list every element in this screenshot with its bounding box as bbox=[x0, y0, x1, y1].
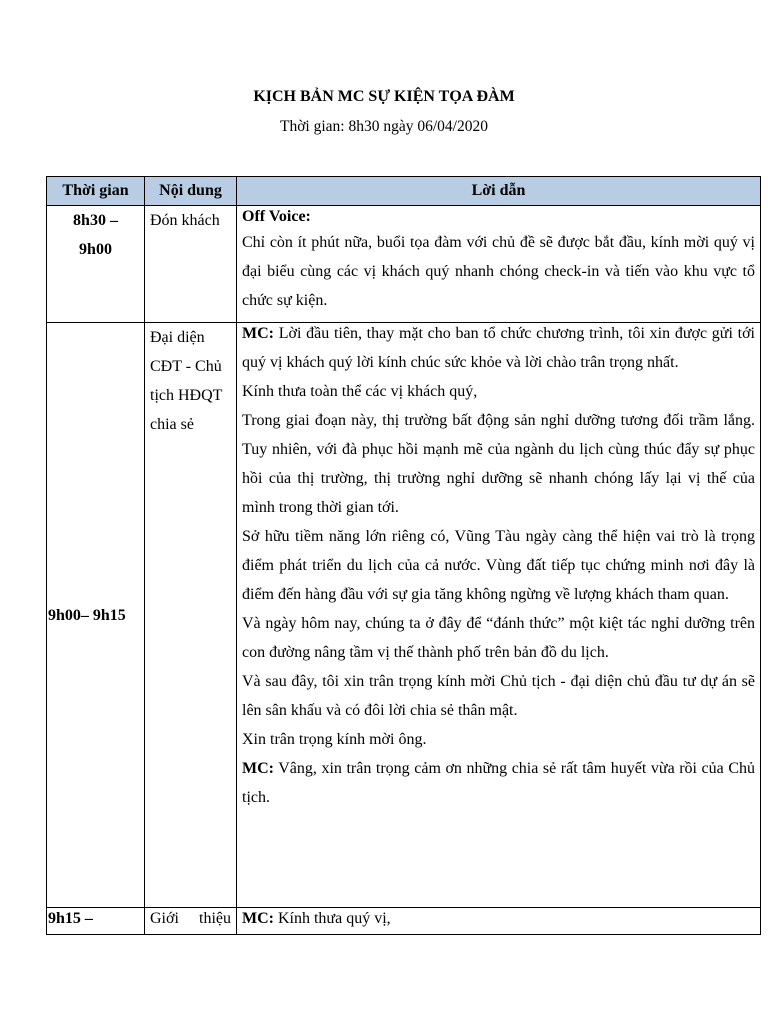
speech-text: Lời đầu tiên, thay mặt cho ban tổ chức chương trình, tôi xin được gửi tới quý vị khách quý lời kính chúc sức khỏe và lời chào trân trọng nhất. bbox=[242, 325, 755, 371]
mc-script-table bbox=[46, 176, 761, 935]
speech-paragraph: Và ngày hôm nay, chúng ta ở đây để “đánh thức” một kiệt tác nghỉ dưỡng trên con đường nâng tầm vị thế thành phố trên bản đồ du lịch. bbox=[242, 615, 755, 661]
speech-paragraph: Chỉ còn ít phút nữa, buổi tọa đàm với chủ đề sẽ được bắt đầu, kính mời quý vị đại biểu cùng các vị khách quý nhanh chóng check-in và tiến vào khu vực tổ chức sự kiện. bbox=[242, 234, 755, 309]
speech-paragraph: Và sau đây, tôi xin trân trọng kính mời Chủ tịch - đại diện chủ đầu tư dự án sẽ lên sân khấu và có đôi lời chia sẻ thân mật. bbox=[242, 673, 755, 719]
row-time: 9h15 – bbox=[47, 908, 145, 935]
row-content: Đại diện CĐT - Chủ tịch HĐQT chia sẻ bbox=[145, 323, 237, 908]
speech-label: MC: bbox=[242, 910, 274, 927]
speech-label: Off Voice: bbox=[242, 208, 311, 225]
row-speech bbox=[237, 323, 761, 908]
speech-paragraph bbox=[242, 754, 755, 812]
speech-paragraph: Kính thưa toàn thể các vị khách quý, bbox=[242, 383, 478, 400]
speech-text: Kính thưa quý vị, bbox=[273, 910, 391, 927]
speech-paragraph: Trong giai đoạn này, thị trường bất động sản nghỉ dưỡng tương đối trầm lắng. Tuy nhiên, với đà phục hồi mạnh mẽ của ngành du lịch cùng thúc đẩy sự phục hồi của thị trường, thị trường nghỉ dưỡng sẽ nhanh chóng lấy lại vị thế của mình trong thời gian tới. bbox=[242, 412, 755, 516]
document-subtitle: Thời gian: 8h30 ngày 06/04/2020 bbox=[280, 118, 488, 135]
header-speech: Lời dẫn bbox=[237, 177, 761, 206]
table-row bbox=[47, 908, 761, 935]
row-content bbox=[145, 908, 237, 935]
table-row bbox=[47, 206, 761, 323]
row-time: 9h00– 9h15 bbox=[47, 323, 145, 908]
row-time bbox=[47, 206, 145, 323]
speech-label: MC: bbox=[242, 760, 274, 777]
speech-paragraph bbox=[242, 319, 755, 377]
speech-label: MC: bbox=[242, 325, 274, 342]
header-time: Thời gian bbox=[47, 177, 145, 206]
row-speech bbox=[237, 908, 761, 935]
row-time-text: 8h30 – 9h00 bbox=[73, 212, 118, 258]
table-row bbox=[47, 323, 761, 908]
speech-paragraph: Xin trân trọng kính mời ông. bbox=[242, 731, 427, 748]
speech-text: Vâng, xin trân trọng cảm ơn những chia sẻ rất tâm huyết vừa rồi của Chủ tịch. bbox=[242, 760, 755, 806]
speech-paragraph bbox=[242, 908, 755, 930]
row-speech bbox=[237, 206, 761, 323]
table-header-row bbox=[47, 177, 761, 206]
row-content-text: Giới thiệu bbox=[150, 910, 231, 927]
row-content: Đón khách bbox=[145, 206, 237, 323]
document-title: KỊCH BẢN MC SỰ KIỆN TỌA ĐÀM bbox=[253, 88, 515, 105]
speech-paragraph: Sở hữu tiềm năng lớn riêng có, Vũng Tàu ngày càng thể hiện vai trò là trọng điểm phát triển du lịch của cả nước. Vùng đất tiếp tục chứng minh nơi đây là điểm đến hàng đầu với sự gia tăng không ngừng về lượng khách tham quan. bbox=[242, 528, 755, 603]
header-content: Nội dung bbox=[145, 177, 237, 206]
